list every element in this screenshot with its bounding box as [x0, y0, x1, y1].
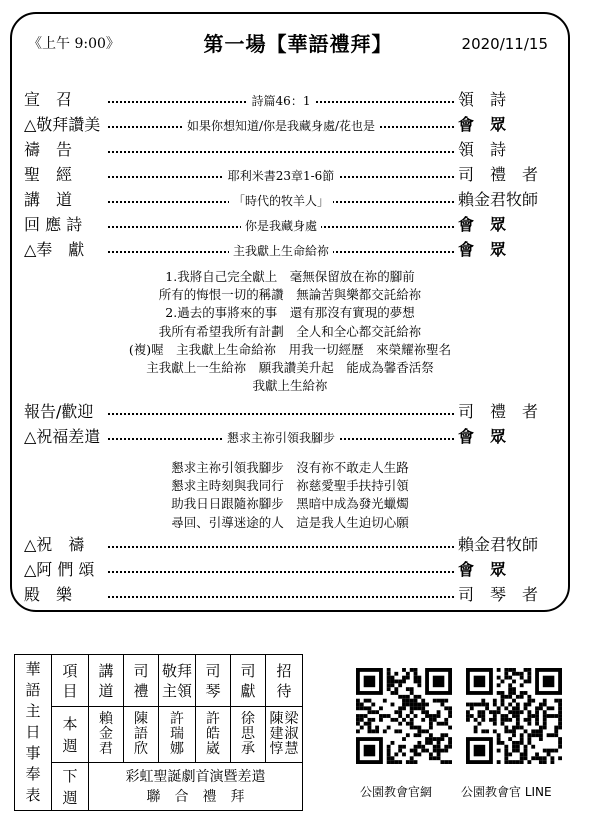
order-item-leader: 司 禮 者	[458, 165, 539, 184]
order-item-leader: 會 眾	[458, 215, 507, 234]
schedule-header-sermon: 講 道	[89, 655, 124, 707]
this-week-pianist: 許 皓 崴	[196, 707, 231, 763]
this-week-offering: 徐 思 承	[231, 707, 266, 763]
order-item-label: △阿 們 頌	[24, 560, 95, 579]
order-item-detail	[108, 241, 454, 260]
leader-dots	[108, 596, 454, 598]
order-item-detail	[108, 166, 454, 185]
next-week-note	[89, 763, 303, 811]
order-item-detail	[108, 116, 454, 135]
order-item-label: 報告/歡迎	[24, 402, 94, 421]
order-item-label: 禱 告	[24, 140, 73, 159]
schedule-header-item: 項 目	[52, 655, 89, 707]
order-item-detail	[108, 428, 454, 447]
order-item	[24, 188, 554, 212]
website-qr-code-icon[interactable]	[356, 668, 452, 764]
schedule-header-offering: 司 獻	[231, 655, 266, 707]
leader-dots	[108, 413, 454, 415]
next-week-note-line-2: 聯 合 禮 拜	[146, 788, 245, 805]
order-item-detail-text: 懇求主祢引領我腳步	[223, 431, 339, 445]
order-item	[24, 138, 554, 162]
schedule-title: 華 語 主 日 事 奉 表	[15, 655, 52, 811]
offering-song-lyrics	[30, 268, 550, 395]
lyric-line: 懇求主時刻與我同行 祢慈愛聖手扶持引領	[171, 478, 409, 494]
this-week-sermon: 賴 金 君	[89, 707, 124, 763]
order-item	[24, 238, 554, 262]
leader-dots	[108, 571, 454, 573]
order-item-leader: 領 詩	[458, 90, 507, 109]
this-week-worship-leader: 許 瑞 娜	[159, 707, 196, 763]
order-item	[24, 163, 554, 187]
lyric-line: (複)喔 主我獻上生命給祢 用我一切經歷 來榮耀祢聖名	[128, 341, 452, 357]
order-item-leader: 會 眾	[458, 427, 507, 446]
lyric-line: 我獻上生給祢	[252, 378, 328, 394]
order-item	[24, 425, 554, 449]
order-item	[24, 558, 554, 582]
schedule-header-usher: 招 待	[266, 655, 303, 707]
order-item-detail	[108, 216, 454, 235]
line-qr-label: 公園教會官 LINE	[461, 785, 552, 799]
order-item-leader: 會 眾	[458, 560, 507, 579]
order-item-detail	[108, 191, 454, 210]
next-week-label: 下 週	[52, 763, 89, 811]
service-date: 2020/11/15	[461, 35, 548, 53]
lyric-line: 尋回、引導迷途的人 這是我人生迫切心願	[171, 514, 409, 530]
order-item	[24, 533, 554, 557]
this-week-usher: 陳 建 惇 梁 淑 慧	[266, 707, 303, 763]
order-item-label: 宣 召	[24, 90, 73, 109]
order-item-label: △敬拜讚美	[24, 115, 101, 134]
order-item-detail-text: 詩篇46：1	[248, 94, 315, 108]
page-title: 第一場【華語禮拜】	[203, 32, 393, 56]
order-item-label: 回 應 詩	[24, 215, 83, 234]
order-item-detail-text: 主我獻上生命給祢	[229, 244, 333, 258]
order-item-label: 殿 樂	[24, 585, 73, 604]
sending-song-lyrics	[30, 459, 550, 532]
this-week-label: 本 週	[52, 707, 89, 763]
order-item-detail-text: 如果你想知道/你是我藏身處/花也是	[183, 119, 379, 133]
order-item-label: △奉 獻	[24, 240, 85, 259]
order-item	[24, 88, 554, 112]
order-item-leader: 會 眾	[458, 240, 507, 259]
service-time: 《上午 9:00》	[28, 36, 120, 52]
order-item-label: △祝福差遣	[24, 427, 101, 446]
schedule-header-pianist: 司 琴	[196, 655, 231, 707]
order-item-leader: 司 琴 者	[458, 585, 539, 604]
line-qr-code-icon[interactable]	[466, 668, 562, 764]
order-item	[24, 213, 554, 237]
order-item-leader: 會 眾	[458, 115, 507, 134]
lyric-line: 主我獻上一生給祢 願我讚美升起 能成為馨香活祭	[146, 360, 434, 376]
order-item-label: 講 道	[24, 190, 73, 209]
schedule-header-liturgist: 司 禮	[124, 655, 159, 707]
lyric-line: 2.過去的事將來的事 還有那沒有實現的夢想	[165, 305, 415, 321]
order-item-leader: 賴金君牧師	[458, 190, 539, 209]
next-week-note-line-1: 彩虹聖誕劇首演暨差遣	[125, 768, 266, 785]
schedule-table	[14, 654, 303, 811]
lyric-line: 我所有希望我所有計劃 全人和全心都交託給祢	[158, 323, 422, 339]
this-week-liturgist: 陳 語 欣	[124, 707, 159, 763]
order-item-label: △祝 禱	[24, 535, 85, 554]
order-item-leader: 司 禮 者	[458, 402, 539, 421]
order-item-leader: 領 詩	[458, 140, 507, 159]
leader-dots	[108, 546, 454, 548]
leader-dots	[108, 151, 454, 153]
order-item-detail-text: 你是我藏身處	[241, 219, 321, 233]
order-item	[24, 113, 554, 137]
order-item-leader: 賴金君牧師	[458, 535, 539, 554]
lyric-line: 1.我將自己完全獻上 毫無保留放在祢的腳前	[165, 269, 415, 284]
order-item	[24, 583, 554, 607]
order-item-label: 聖 經	[24, 165, 73, 184]
website-qr-label: 公園教會官網	[360, 785, 433, 799]
order-item	[24, 400, 554, 424]
order-item-detail-text: 耶利米書23章1-6節	[224, 169, 339, 183]
lyric-line: 懇求主祢引領我腳步 沒有祢不敢走人生路	[171, 460, 409, 475]
order-item-detail-text: 「時代的牧羊人」	[229, 194, 333, 208]
schedule-header-worship-leader: 敬拜 主領	[159, 655, 196, 707]
order-item-detail	[108, 91, 454, 110]
lyric-line: 所有的悔恨一切的稱讚 無論苦與樂都交託給祢	[158, 287, 422, 303]
lyric-line: 助我日日跟隨祢腳步 黑暗中成為發光蠟燭	[171, 496, 409, 512]
